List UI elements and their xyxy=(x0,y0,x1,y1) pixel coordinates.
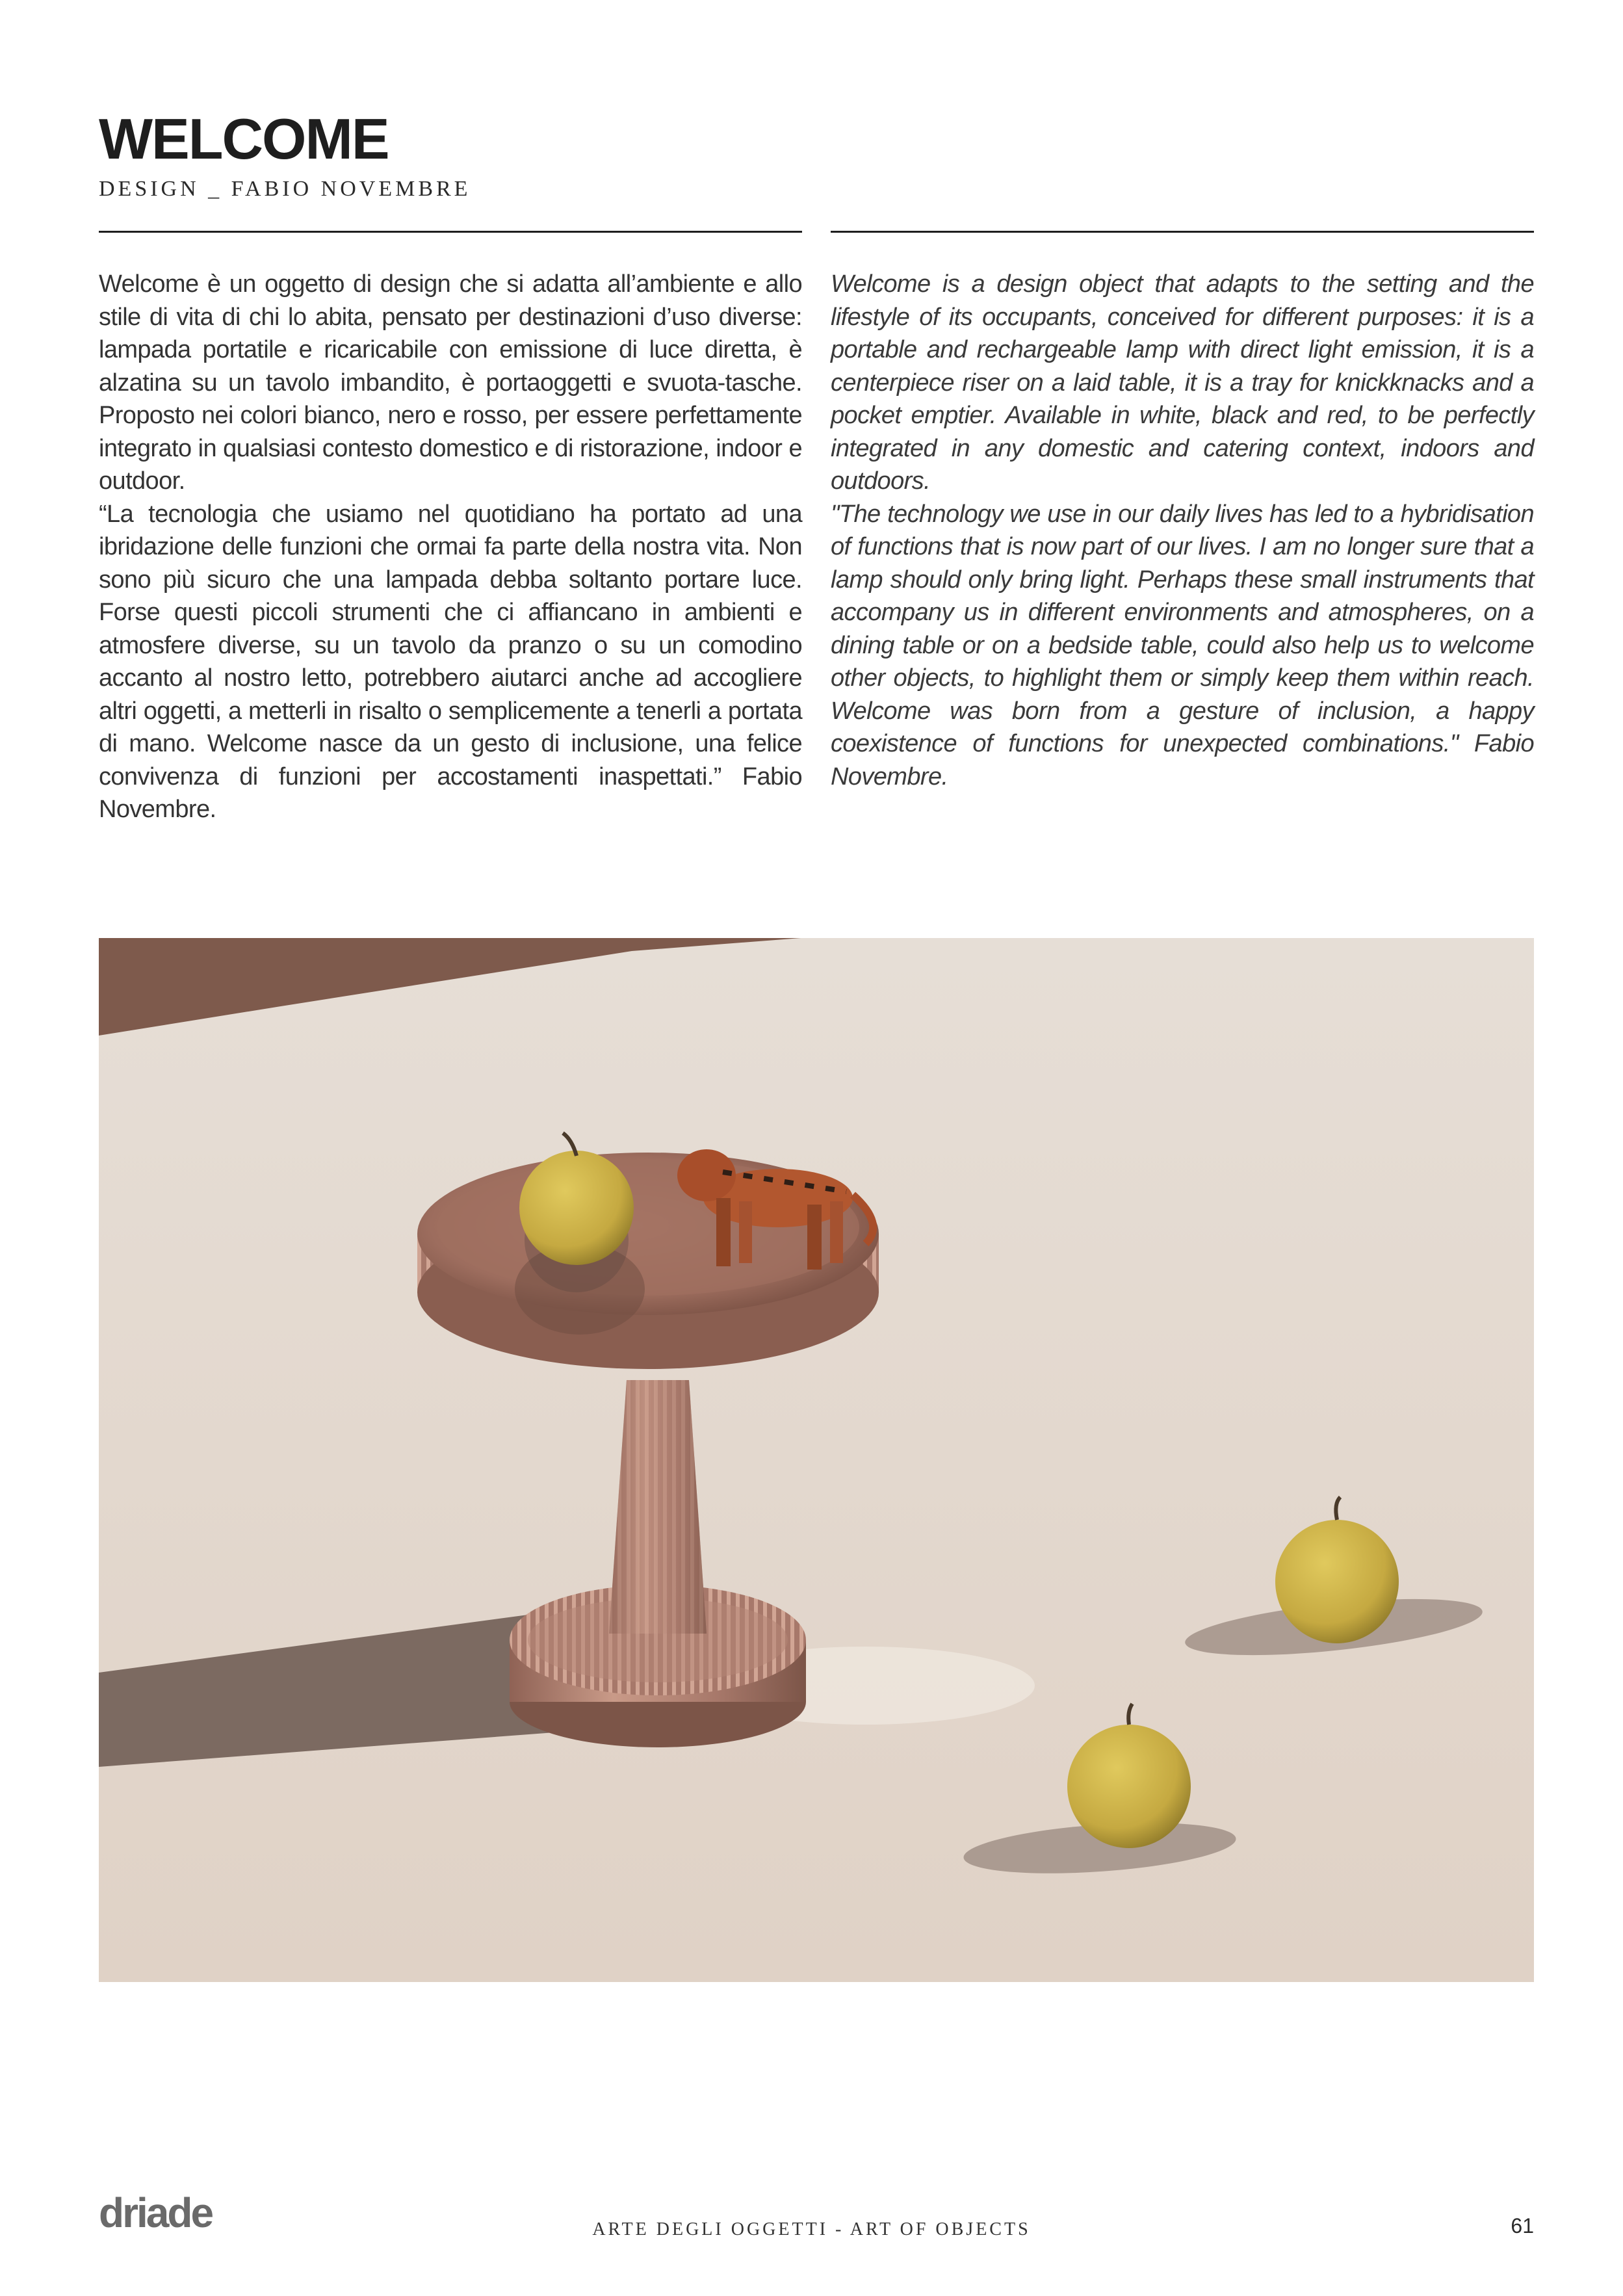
italian-paragraph-1: Welcome è un oggetto di design che si adatta all’ambiente e allo stile di vita di chi lo abita, pensato per destinazioni d’uso diverse: lampada portatile e ricaricabile con emissione di luce diretta, è alzatina su un tavolo imbandito, è portaoggetti e svuota-tasche. Proposto nei colori bianco, nero e rosso, per essere perfettamente integrato in qualsiasi contesto domestico e di ristorazione, indoor e outdoor. xyxy=(99,270,802,495)
english-paragraph-2: "The technology we use in our daily lives has led to a hybridisation of functions that is now part of our lives. I am no longer sure that a lamp should only bring light. Perhaps these small instruments that accompany us in different environments and atmospheres, on a dining table or on a bedside table, could also help us to welcome other objects, to highlight them or simply keep them within reach. Welcome was born from a gesture of inclusion, a happy coexistence of functions for unexpected combinations." Fabio Novembre. xyxy=(831,500,1534,790)
page-title: WELCOME xyxy=(99,107,389,171)
italian-paragraph-2: “La tecnologia che usiamo nel quotidiano ha portato ad una ibridazione delle funzioni che ormai fa parte della nostra vita. Non sono più sicuro che una lampada debba soltanto portare luce. Forse questi piccoli strumenti che ci affiancano in ambienti e atmosfere diverse, su un tavolo da pranzo o su un comodino accanto al nostro letto, potrebbero aiutarci anche ad accogliere altri oggetti, a metterli in risalto o semplicemente a tenerli a portata di mano. Welcome nasce da un gesto di inclusione, una felice convivenza di funzioni per accostamenti inaspettati.” Fabio Novembre. xyxy=(99,500,802,823)
italian-text-column xyxy=(99,268,802,826)
english-paragraph-1: Welcome is a design object that adapts to the setting and the lifestyle of its occupants, conceived for different purposes: it is a portable and rechargeable lamp with direct light emission, it is a centerpiece riser on a laid table, it is a tray for knickknacks and a pocket emptier. Available in white, black and red, to be perfectly integrated in any domestic and catering context, indoors and outdoors. xyxy=(831,270,1534,495)
product-photo xyxy=(99,938,1534,1982)
design-credit: DESIGN _ FABIO NOVEMBRE xyxy=(99,177,471,201)
brand-logo: driade xyxy=(99,2189,213,2236)
footer-caption: ARTE DEGLI OGGETTI - ART OF OBJECTS xyxy=(592,2219,1031,2239)
page-number: 61 xyxy=(1511,2214,1534,2237)
english-text-column xyxy=(831,268,1534,793)
divider-left xyxy=(99,231,802,233)
divider-right xyxy=(831,231,1534,233)
